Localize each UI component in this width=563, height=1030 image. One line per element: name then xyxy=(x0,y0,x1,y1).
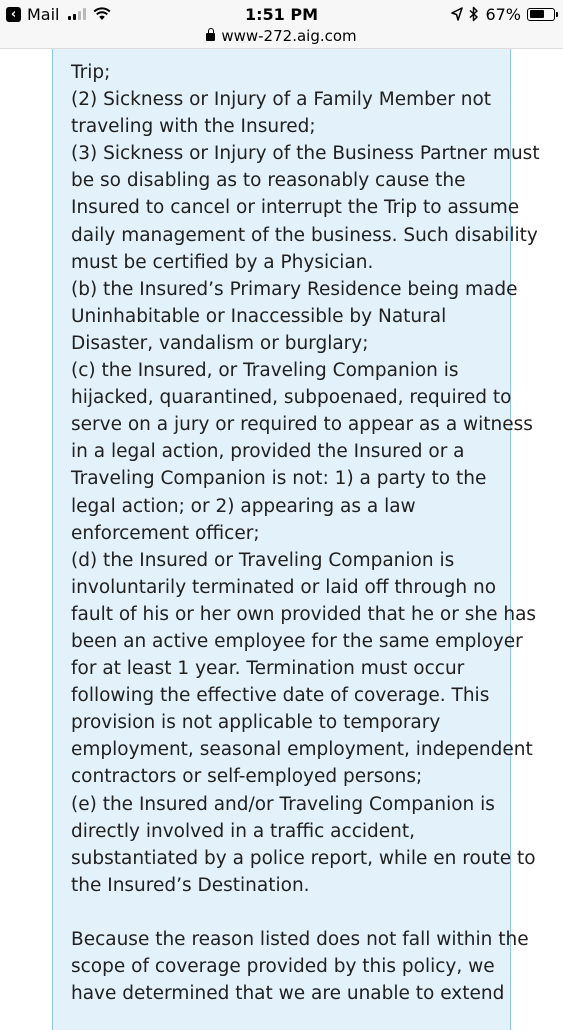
lock-icon xyxy=(206,33,215,41)
status-indicators xyxy=(451,4,555,24)
text-line: (c) the Insured, or Traveling Companion is xyxy=(71,360,459,382)
text-line: must be certified by a Physician. xyxy=(71,251,374,273)
battery-icon xyxy=(527,8,555,21)
text-line: be so disabling as to reasonably cause the xyxy=(71,170,466,192)
text-line: (e) the Insured and/or Traveling Companion is xyxy=(71,793,495,815)
status-bar xyxy=(0,0,563,28)
text-line: (d) the Insured or Traveling Companion is xyxy=(71,549,455,571)
text-line: daily management of the business. Such disability xyxy=(71,224,538,246)
status-time: 1:51 PM xyxy=(244,5,318,24)
address-bar[interactable] xyxy=(0,28,563,49)
text-line: traveling with the Insured; xyxy=(71,116,316,138)
text-line: for at least 1 year. Termination must occur xyxy=(71,658,465,680)
closing-text-line: scope of coverage provided by this policy, we xyxy=(71,956,495,978)
text-line: been an active employee for the same employer xyxy=(71,630,523,652)
text-line: serve on a jury or required to appear as a witness xyxy=(71,414,533,436)
location-arrow-icon xyxy=(451,7,463,21)
text-line: directly involved in a traffic accident, xyxy=(71,820,415,842)
text-line: Insured to cancel or interrupt the Trip to assume xyxy=(71,197,520,219)
document-text xyxy=(71,59,540,1007)
text-line: fault of his or her own provided that he or she has xyxy=(71,603,537,625)
text-line: substantiated by a police report, while en route to xyxy=(71,847,536,869)
url-text: www-272.aig.com xyxy=(221,27,357,45)
back-app-label: Mail xyxy=(27,4,60,24)
text-line: legal action; or 2) appearing as a law xyxy=(71,495,416,517)
text-line: (b) the Insured’s Primary Residence being made xyxy=(71,278,518,300)
text-line: enforcement officer; xyxy=(71,522,260,544)
text-line: (2) Sickness or Injury of a Family Member not xyxy=(71,89,492,111)
text-line: Uninhabitable or Inaccessible by Natural xyxy=(71,305,447,327)
text-line: Trip; xyxy=(71,62,111,83)
text-line: employment, seasonal employment, independent xyxy=(71,739,533,761)
bluetooth-icon xyxy=(469,6,479,22)
text-line: (3) Sickness or Injury of the Business Partner must xyxy=(71,143,540,165)
text-line: hijacked, quarantined, subpoenaed, required to xyxy=(71,387,512,409)
battery-level-fill xyxy=(530,10,545,18)
text-line: involuntarily terminated or laid off through no xyxy=(71,576,497,598)
closing-text-line: have determined that we are unable to extend xyxy=(71,983,505,1005)
battery-percent: 67% xyxy=(485,4,521,24)
chevron-left-icon: ‹ xyxy=(6,7,21,22)
text-line: Traveling Companion is not: 1) a party to the xyxy=(71,468,487,490)
text-line: the Insured’s Destination. xyxy=(71,874,310,896)
text-line: provision is not applicable to temporary xyxy=(71,712,441,734)
paragraph-gap xyxy=(71,899,501,926)
closing-text-line: Because the reason listed does not fall within the xyxy=(71,929,529,950)
text-line: following the effective date of coverage. This xyxy=(71,685,490,707)
text-line: in a legal action, provided the Insured or a xyxy=(71,441,465,463)
text-line: contractors or self-employed persons; xyxy=(71,766,423,788)
text-line: Disaster, vandalism or burglary; xyxy=(71,332,369,354)
